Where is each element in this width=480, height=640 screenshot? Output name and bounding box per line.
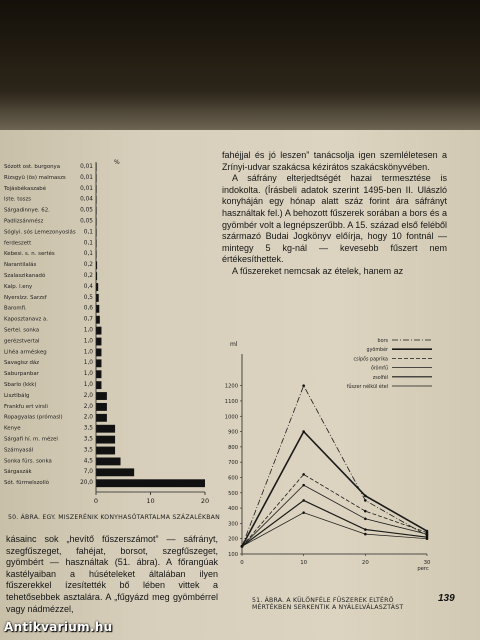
value-label: 2,0	[83, 414, 93, 421]
category-label: Kalp. l.eny	[4, 283, 33, 290]
data-point	[426, 537, 429, 540]
bar	[96, 338, 101, 346]
value-label: 3,5	[83, 436, 93, 443]
category-label: Lisztlbálg	[4, 392, 30, 399]
y-axis-label: ml	[230, 341, 238, 348]
value-label: 0,1	[83, 240, 93, 247]
data-point	[426, 533, 429, 536]
category-label: Szárnyasál	[4, 447, 34, 454]
value-label: 2,0	[83, 403, 93, 410]
bar	[96, 327, 101, 335]
bar	[96, 349, 101, 357]
bar	[96, 436, 115, 444]
bar	[96, 392, 107, 400]
value-label: 3,5	[83, 447, 93, 454]
category-label: Sózott ost. burgonya	[4, 164, 61, 170]
bar	[96, 305, 99, 313]
data-point	[364, 533, 367, 536]
category-label: Narantilalás	[4, 262, 37, 269]
category-label: Sót. fürmelszolló	[4, 480, 49, 487]
series-line	[242, 474, 427, 546]
category-label: Sárgaszák	[4, 469, 32, 476]
value-label: 1,0	[83, 371, 93, 378]
y-tick-label: 300	[228, 521, 238, 528]
x-tick-label: 0	[93, 497, 99, 505]
x-tick-label: 20	[200, 497, 210, 505]
category-label: gerézstvertal	[4, 338, 40, 345]
percent-unit: %	[114, 159, 120, 166]
category-label: Sbarlo (kkk)	[4, 382, 37, 388]
series-line	[242, 432, 427, 547]
x-axis-label: perc	[417, 566, 429, 572]
bar	[96, 403, 107, 411]
bar	[96, 370, 101, 378]
series-line	[242, 513, 427, 547]
bottom-text-column	[6, 534, 218, 615]
value-label: 0,6	[83, 305, 93, 312]
line-chart	[222, 330, 442, 594]
bar	[96, 381, 101, 389]
value-label: 4,5	[83, 458, 93, 465]
y-tick-label: 1000	[224, 414, 238, 421]
legend-label: csípős paprika	[353, 357, 388, 363]
watermark-text: Antikvarium.hu	[4, 620, 113, 634]
category-label: ferdeszett	[4, 240, 32, 247]
data-point	[302, 499, 305, 502]
value-label: 0,2	[83, 273, 93, 279]
bar	[96, 359, 101, 367]
bar	[96, 294, 99, 302]
value-label: 0,1	[83, 229, 93, 236]
x-tick-label: 10	[300, 560, 308, 566]
figure-51-caption	[252, 597, 432, 611]
bar	[96, 316, 100, 324]
value-label: 0,1	[83, 251, 93, 258]
value-label: 1,0	[83, 360, 93, 367]
category-label: Sárgadinnye. 62.	[4, 207, 50, 214]
page-number: 139	[438, 593, 455, 604]
series-line	[242, 386, 427, 547]
value-label: 0,01	[80, 174, 93, 181]
data-point	[302, 484, 305, 487]
data-point	[302, 511, 305, 514]
value-label: 2,0	[83, 392, 93, 399]
bar	[96, 425, 115, 433]
value-label: 7,0	[83, 469, 93, 476]
category-label: Sonka fürs. sonka	[4, 458, 52, 465]
paragraph: fahéjjal és jó leszen” tanácsolja igen szemléletesen a Zrínyi-udvar szakácsa kézirátos szakácskönyvében.	[222, 150, 447, 172]
data-point	[241, 545, 244, 548]
legend-label: fűszer nélkül étel	[346, 385, 388, 390]
category-label: Kebesi. s. n. sertés	[4, 251, 55, 258]
data-point	[364, 510, 367, 513]
category-label: Savagisz dáz	[4, 360, 40, 367]
category-label: Kenye	[4, 425, 21, 432]
bar	[96, 479, 205, 487]
bar	[96, 468, 134, 476]
category-label: Iste. toszs	[4, 196, 32, 203]
value-label: 0,01	[80, 185, 93, 192]
category-label: Frankfu ert virsli	[4, 403, 48, 410]
x-tick-label: 30	[423, 560, 431, 566]
value-label: 0,04	[80, 196, 93, 203]
y-tick-label: 600	[228, 475, 238, 482]
data-point	[302, 430, 305, 433]
y-tick-label: 500	[228, 490, 238, 497]
right-text-column	[222, 150, 447, 278]
data-point	[364, 518, 367, 521]
legend-label: őrömfű	[370, 366, 388, 372]
category-label: Baromfi.	[4, 305, 27, 312]
y-tick-label: 800	[228, 444, 238, 451]
value-label: 0,05	[80, 218, 93, 225]
value-label: 0,7	[83, 316, 93, 323]
category-label: Lihéa arméskeg	[4, 349, 47, 356]
caption-line: MÉRTÉKBEN SERKENTIK A NYÁLELVÁLASZTÁST	[252, 604, 404, 611]
x-tick-label: 20	[361, 560, 369, 566]
category-label: Sóglyi. sós Lemezonyoslás	[4, 229, 76, 236]
y-tick-label: 1200	[224, 383, 238, 390]
y-tick-label: 400	[228, 506, 238, 513]
value-label: 1,0	[83, 382, 93, 388]
bar	[96, 447, 115, 455]
value-label: 1,0	[83, 338, 93, 345]
value-label: 0,2	[83, 262, 93, 269]
category-label: Rizsgyü (ös) malmaszs	[4, 174, 66, 181]
value-label: 0,05	[80, 207, 93, 214]
y-tick-label: 900	[228, 429, 238, 436]
x-tick-label: 0	[240, 560, 244, 566]
y-tick-label: 1100	[224, 398, 238, 405]
category-label: Saburpanbar	[4, 371, 39, 378]
line-chart-svg	[222, 330, 442, 590]
paragraph: A fűszereket nemcsak az ételek, hanem az	[232, 265, 404, 276]
value-label: 1,0	[83, 327, 93, 334]
legend-label: zsolfél	[372, 375, 388, 381]
legend-label: bors	[377, 339, 388, 344]
bar-chart-svg	[0, 0, 230, 520]
caption-line: 51. ÁBRA. A KÜLÖNFÉLE FŰSZEREK ELTÉRŐ	[252, 597, 394, 604]
category-label: Ropagyalas (prómasl)	[4, 414, 63, 421]
value-label: 0,4	[83, 283, 93, 290]
category-label: Tojásbékaszabé	[4, 185, 47, 192]
category-label: Nyerslzz. Sarzsf	[4, 294, 47, 301]
paragraph: kásainc sok „hevítő fűszerszámot” — sáfrányt, szegfűszeget, fahéjat, borsot, szegfűszeget, gyömbért — használtak (51. ábra). A főrangúak kastélyaiban a húsételeket általában ilyen fűszerekkel ízesítették bő lében vittek a tehetősebbek asztalára. A „fűgyázd meg gyömbérrel vagy nádmézzel,	[6, 534, 218, 614]
paragraph: A sáfrány elterjedtségét hazai termesztése is indokolta. (Írásbeli adatok szerint 1495-ben II. Ulászló konyháján egy hónap alatt száz forint ára sáfrányt használtak fel.) A behozott fűszerek sorában a bors és a gyömbér volt a legnépszerűbb. A 15. század első feléből származó Budai Jogkönyv előírja, hogy 10 fontnál — mintegy 5 kg-nál — kevesebb fűszert nem értékesíthettek.	[222, 173, 447, 265]
data-point	[364, 495, 367, 498]
legend-label: gyömbér	[366, 348, 388, 354]
data-point	[302, 473, 305, 476]
category-label: Szalaszikanadó	[4, 273, 46, 279]
data-point	[302, 384, 305, 387]
bar	[96, 458, 121, 466]
category-label: Padlizsánmész	[4, 218, 44, 225]
value-label: 20,0	[80, 480, 93, 487]
category-label: Kaposztanavz a.	[4, 316, 48, 323]
value-label: 0,01	[80, 164, 93, 170]
data-point	[364, 528, 367, 531]
category-label: Sárgafi hí. m. mézel	[4, 436, 58, 443]
data-point	[364, 499, 367, 502]
figure-50-caption: 50. ÁBRA. EGY. MISZERÉNIK KONYHASÓTARTALMA SZÁZALÉKBAN	[8, 514, 220, 521]
value-label: 3,5	[83, 425, 93, 432]
x-tick-label: 10	[146, 497, 155, 505]
y-tick-label: 700	[228, 460, 238, 467]
y-tick-label: 200	[228, 536, 238, 543]
y-tick-label: 100	[228, 552, 238, 558]
value-label: 0,5	[83, 294, 93, 301]
bar	[96, 414, 107, 422]
category-label: Sertel. sonka	[4, 327, 40, 334]
value-label: 1,0	[83, 349, 93, 356]
